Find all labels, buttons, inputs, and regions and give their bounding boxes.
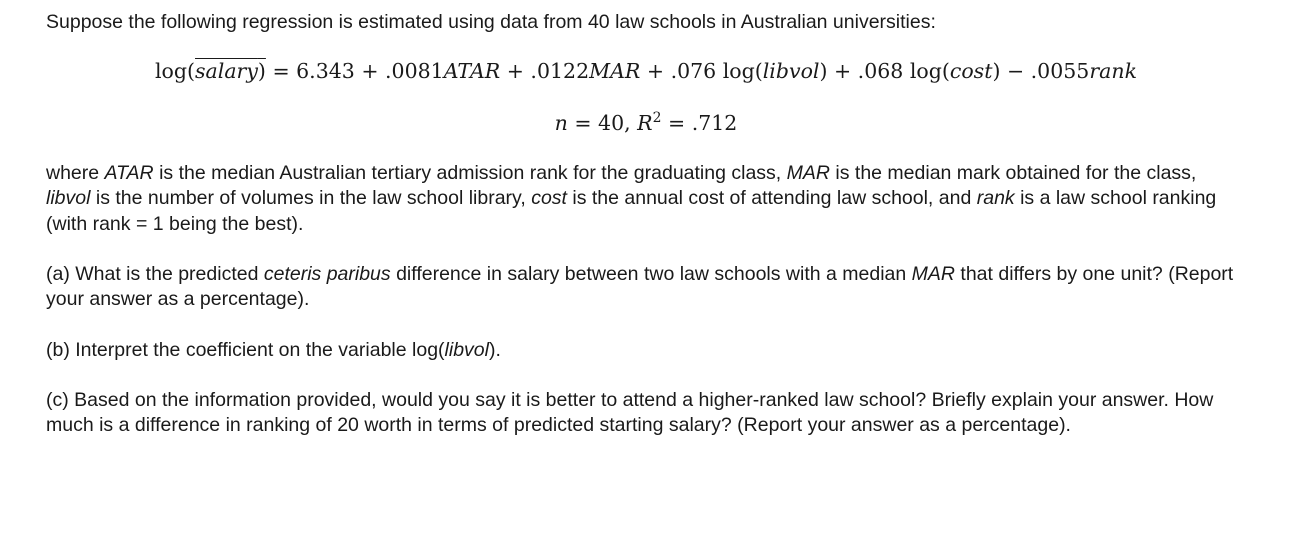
def-text-3: is the median mark obtained for the class,	[829, 161, 1197, 184]
question-a-variable: MAR	[911, 262, 955, 285]
stat-r-value: = .712	[661, 110, 738, 135]
intro-paragraph: Suppose the following regression is estimated using data from 40 law schools in Australian universities:	[46, 11, 936, 33]
equation-equals: =	[265, 58, 297, 83]
def-text-4: is the number of volumes in the law school library,	[90, 187, 532, 210]
equation-close-libvol: )	[819, 58, 828, 83]
variable-definitions	[46, 161, 1246, 237]
equation-coef-mar: + .0122	[500, 58, 590, 83]
equation-intercept: 6.343	[296, 58, 355, 83]
question-a	[46, 262, 1246, 313]
regression-equation	[46, 59, 1246, 83]
equation-coef-rank: − .0055	[1000, 58, 1090, 83]
equation-var-cost: cost	[949, 58, 993, 83]
equation-var-libvol: libvol	[762, 58, 820, 83]
question-b-pre: Interpret the coefficient on the variable log(	[75, 338, 445, 361]
equation-coef-libvol: + .076 log(	[640, 58, 763, 83]
question-a-emphasis: ceteris paribus	[263, 262, 391, 285]
equation-log-lhs: log(	[154, 58, 196, 83]
def-var-libvol: libvol	[46, 187, 91, 210]
equation-lhs-close: )	[257, 58, 266, 83]
question-b-post: ).	[488, 338, 501, 361]
question-b-variable: libvol	[444, 338, 489, 361]
question-c	[46, 388, 1246, 439]
equation-lhs-variable: salary	[195, 58, 258, 83]
question-a-mid: difference in salary between two law schools with a median	[390, 262, 912, 285]
equation-var-rank: rank	[1089, 58, 1138, 83]
equation-coef-atar: + .0081	[354, 58, 444, 83]
question-a-label: (a)	[46, 262, 76, 285]
stat-n-value: = 40,	[567, 110, 638, 135]
regression-statistics	[46, 111, 1246, 135]
equation-close-cost: )	[992, 58, 1001, 83]
question-b	[46, 338, 1246, 363]
def-var-rank: rank	[976, 187, 1015, 210]
def-var-mar: MAR	[786, 161, 830, 184]
question-c-label: (c)	[46, 389, 75, 412]
def-text-5: is the annual cost of attending law school, and	[566, 187, 977, 210]
def-var-atar: ATAR	[104, 161, 154, 184]
equation-coef-cost: + .068 log(	[827, 58, 950, 83]
def-var-cost: cost	[531, 187, 567, 210]
def-text-6: is a law school ranking (with rank = 1 being the best).	[46, 187, 1217, 235]
stat-r-exponent: 2	[652, 110, 662, 127]
stat-n-symbol: n	[554, 110, 568, 135]
question-b-label: (b)	[46, 338, 76, 361]
def-text-2: is the median Australian tertiary admission rank for the graduating class,	[153, 161, 787, 184]
question-c-text: Based on the information provided, would you say it is better to attend a higher-ranked law school? Briefly explain your answer. How much is a difference in ranking of 20 worth in terms of predicted starting salary? (Report your answer as a percentage).	[46, 389, 1214, 437]
equation-var-atar: ATAR	[443, 58, 501, 83]
question-a-post: that differs by one unit? (Report your answer as a percentage).	[46, 262, 1234, 311]
def-text-1: where	[46, 161, 105, 184]
equation-var-mar: MAR	[589, 58, 641, 83]
question-a-pre: What is the predicted	[75, 262, 264, 285]
stat-r-symbol: R	[637, 110, 653, 135]
